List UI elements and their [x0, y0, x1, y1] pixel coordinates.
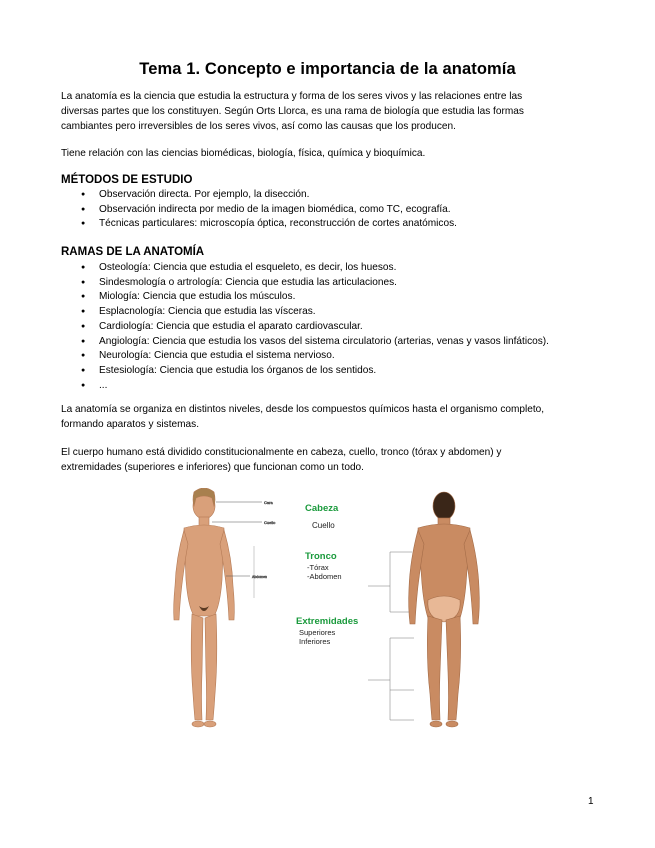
body-parts-line: extremidades (superiores e inferiores) que funcionan como un todo.	[61, 462, 364, 473]
levels-paragraph	[61, 402, 601, 432]
branches-heading: RAMAS DE LA ANATOMÍA	[61, 246, 205, 258]
list-item: ● Esplacnología: Ciencia que estudia las vísceras.	[61, 305, 549, 320]
anatomy-figure	[150, 488, 510, 733]
body-parts-paragraph	[61, 445, 601, 475]
list-item: ● Cardiología: Ciencia que estudia el aparato cardiovascular.	[61, 320, 549, 335]
list-item: ● Observación directa. Por ejemplo, la disección.	[61, 188, 457, 203]
branches-list	[61, 261, 549, 393]
trunk-item-thorax: -Tórax	[307, 563, 329, 572]
trunk-label: Tronco	[305, 551, 337, 562]
intro-line: diversas partes que los constituyen. Según Orts Llorca, es una rama de biología que estudia las formas	[61, 106, 524, 117]
body-parts-line: El cuerpo humano está dividido constitucionalmente en cabeza, cuello, tronco (tórax y abdomen) y	[61, 447, 502, 458]
levels-line: formando aparatos y sistemas.	[61, 419, 200, 430]
relation-paragraph: Tiene relación con las ciencias biomédicas, biología, física, química y bioquímica.	[61, 148, 426, 159]
list-item: ● Miología: Ciencia que estudia los músculos.	[61, 290, 549, 305]
levels-line: La anatomía se organiza en distintos niveles, desde los compuestos químicos hasta el organismo completo,	[61, 404, 545, 415]
limbs-item-lower: Inferiores	[299, 637, 331, 646]
back-body-figure	[409, 492, 480, 727]
limbs-label: Extremidades	[296, 616, 359, 627]
svg-text:Cuello: Cuello	[264, 520, 276, 525]
page-title: Tema 1. Concepto e importancia de la anatomía	[139, 60, 516, 78]
page-number: 1	[588, 796, 594, 807]
intro-line: La anatomía es la ciencia que estudia la estructura y forma de los seres vivos y las relaciones entre las	[61, 91, 523, 102]
list-item: ● Sindesmología o artrología: Ciencia que estudia las articulaciones.	[61, 276, 549, 291]
list-item: ● Estesiología: Ciencia que estudia los órganos de los sentidos.	[61, 364, 549, 379]
limbs-item-upper: Superiores	[299, 628, 336, 637]
back-leader-lines	[368, 552, 414, 720]
trunk-item-abdomen: -Abdomen	[307, 572, 342, 581]
front-body-figure	[174, 488, 235, 727]
list-item: ● Osteología: Ciencia que estudia el esqueleto, es decir, los huesos.	[61, 261, 549, 276]
list-item: ● Angiología: Ciencia que estudia los vasos del sistema circulatorio (arterias, venas y vasos linfáticos).	[61, 335, 549, 350]
list-item: ● Técnicas particulares: microscopía óptica, reconstrucción de cortes anatómicos.	[61, 217, 457, 232]
head-label: Cabeza	[305, 503, 339, 514]
list-item: ● Neurología: Ciencia que estudia el sistema nervioso.	[61, 349, 549, 364]
list-item: ● ...	[61, 379, 549, 394]
intro-paragraph	[61, 89, 601, 134]
intro-line: cambiantes pero irreversibles de los seres vivos, así como las causas que los producen.	[61, 121, 456, 132]
methods-list	[61, 188, 457, 232]
svg-text:Abdomen: Abdomen	[252, 575, 267, 579]
svg-text:Cara: Cara	[264, 500, 273, 505]
list-item: ● Observación indirecta por medio de la imagen biomédica, como TC, ecografía.	[61, 203, 457, 218]
methods-heading: MÉTODOS DE ESTUDIO	[61, 174, 193, 186]
neck-label: Cuello	[312, 521, 335, 530]
